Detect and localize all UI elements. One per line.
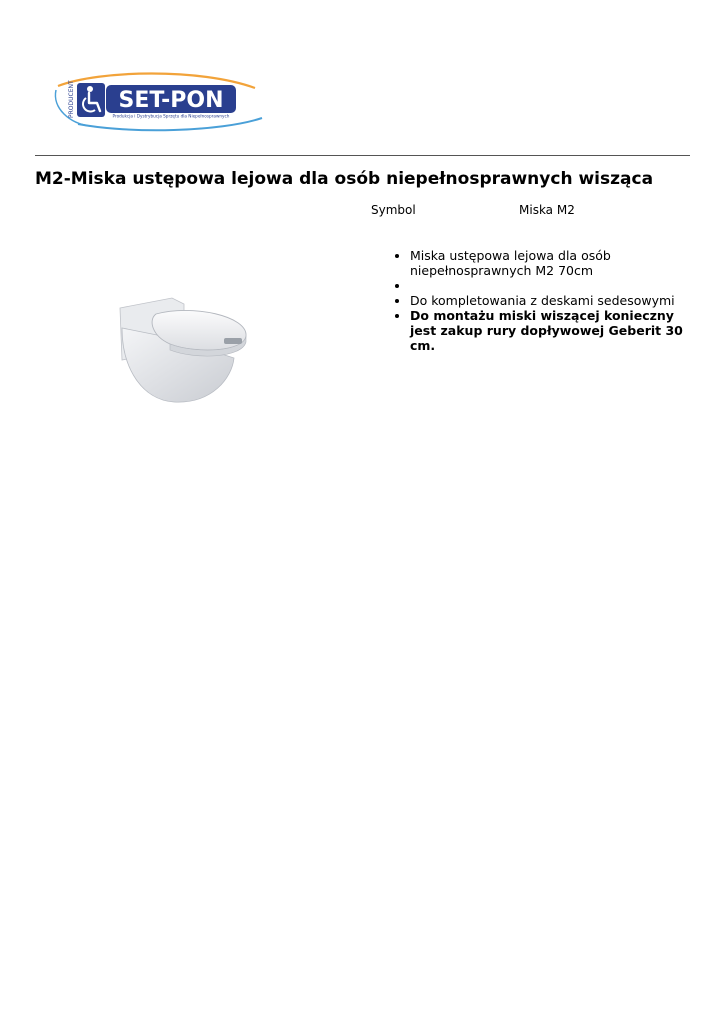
feature-item-empty bbox=[410, 278, 700, 293]
spec-value-symbol: Miska M2 bbox=[519, 203, 575, 217]
wheelchair-icon bbox=[77, 83, 105, 117]
company-logo bbox=[50, 68, 265, 134]
feature-item-bold: • Do montażu miski wiszącej konieczny jest zakup rury dopływowej Geberit 30 cm. bbox=[410, 308, 700, 353]
header-divider bbox=[35, 155, 690, 156]
page-title: M2-Miska ustępowa lejowa dla osób niepełnosprawnych wisząca bbox=[35, 169, 654, 189]
logo-side-text: PRODUCENT bbox=[68, 80, 75, 118]
feature-item: • Do kompletowania z deskami sedesowymi bbox=[410, 293, 700, 308]
logo-brand-text: SET-PON bbox=[118, 88, 224, 113]
spec-label-symbol: Symbol bbox=[371, 203, 416, 217]
setpon-logo-graphic bbox=[50, 68, 265, 134]
logo-tagline: Produkcja i Dystrybucja Sprzętu dla Niepełnosprawnych bbox=[112, 113, 230, 119]
feature-item: • Miska ustępowa lejowa dla osób niepełnosprawnych M2 70cm bbox=[410, 248, 700, 278]
product-image bbox=[112, 288, 258, 406]
logo-swoosh-blue bbox=[78, 118, 262, 130]
wall-hung-toilet-image bbox=[112, 288, 258, 406]
feature-list bbox=[394, 248, 700, 353]
